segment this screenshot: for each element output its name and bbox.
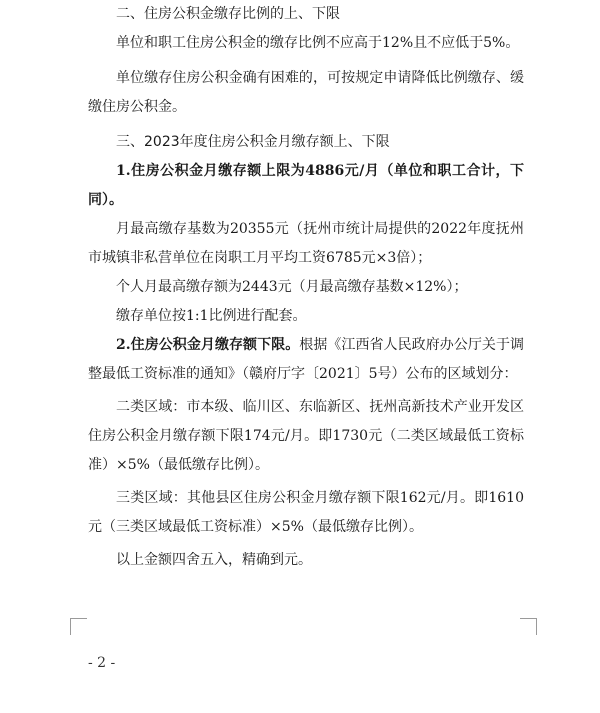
item-heading-2: 2.住房公积金月缴存额下限。 [116, 337, 300, 353]
paragraph: 个人月最高缴存额为2443元（月最高缴存基数×12%）； [116, 279, 468, 295]
item-2-text: 根据《江西省人民政府办公厅关于调整最低工资标准的通知》（赣府厅字〔2021〕5号）公布的区域划分： [88, 337, 525, 382]
paragraph: 单位缴存住房公积金确有困难的，可按规定申请降低比例缴存、缓缴住房公积金。 [88, 70, 524, 115]
item-heading-1: 1.住房公积金月缴存额上限为4886元/月（单位和职工合计，下同）。 [88, 163, 524, 208]
section-heading-2: 二、住房公积金缴存比例的上、下限 [116, 6, 340, 22]
page-number: - 2 - [88, 655, 116, 671]
section-heading-3: 三、2023年度住房公积金月缴存额上、下限 [116, 134, 390, 150]
document-body [88, 0, 524, 575]
margin-corner-mark-left [70, 618, 87, 635]
margin-corner-mark-right [520, 618, 537, 635]
paragraph: 单位和职工住房公积金的缴存比例不应高于12%且不应低于5%。 [116, 35, 520, 51]
paragraph: 二类区域：市本级、临川区、东临新区、抚州高新技术产业开发区住房公积金月缴存额下限174元/月。即1730元（二类区域最低工资标准）×5%（最低缴存比例）。 [88, 399, 524, 473]
paragraph: 三类区域：其他县区住房公积金月缴存额下限162元/月。即1610元（三类区域最低工资标准）×5%（最低缴存比例）。 [88, 490, 524, 535]
paragraph: 月最高缴存基数为20355元（抚州市统计局提供的2022年度抚州市城镇非私营单位在岗职工月平均工资6785元×3倍）； [88, 221, 524, 266]
paragraph: 以上金额四舍五入，精确到元。 [116, 552, 312, 568]
paragraph: 缴存单位按1:1比例进行配套。 [116, 308, 307, 324]
item-2-paragraph [88, 331, 524, 389]
